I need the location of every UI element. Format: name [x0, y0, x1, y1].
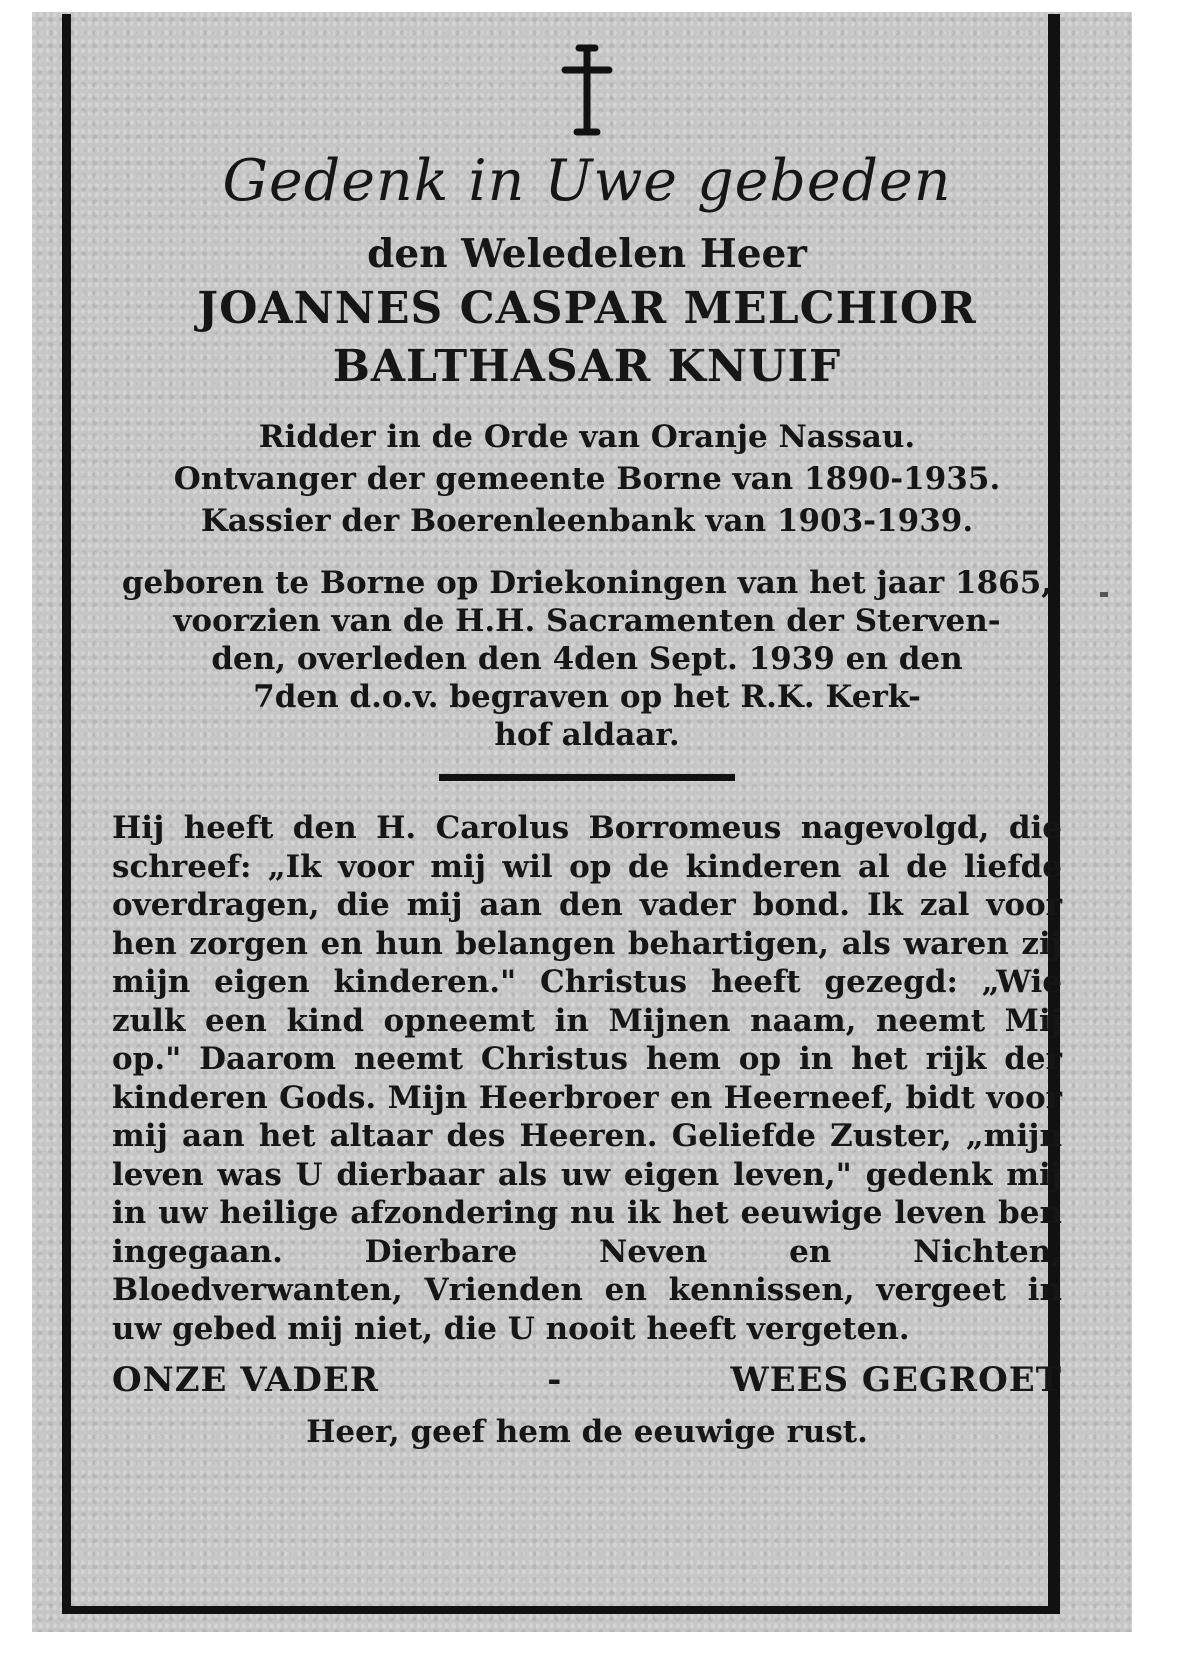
salutation: den Weledelen Heer: [367, 231, 807, 277]
biography-line: voorzien van de H.H. Sacramenten der Sterven-: [173, 603, 1001, 639]
memorial-text: Hij heeft den H. Carolus Borromeus nagevolgd, die schreef: „Ik voor mij wil op de kinderen al de liefde overdragen, die mij aan den vader bond. Ik zal voor hen zorgen en hun belangen behartigen, als waren zij mijn eigen kinderen." Christus heeft gezegd: „Wie zulk een kind opneemt in Mijnen naam, neemt Mij op." Daarom neemt Christus hem op in het rijk der kinderen Gods. Mijn Heerbroer en Heerneef, bidt voor mij aan het altaar des Heeren. Geliefde Zuster, „mijn leven was U dierbaar als uw eigen leven," gedenk mij in uw heilige afzondering nu ik het eeuwige leven ben ingegaan. Dierbare Neven en Nichten, Bloedverwanten, Vrienden en kennissen, vergeet in uw gebed mij niet, die U nooit heeft vergeten.: [112, 810, 1062, 1347]
honor-line: Ridder in de Orde van Oranje Nassau.: [258, 419, 916, 455]
heading: Gedenk in Uwe gebeden: [222, 148, 952, 214]
closing-prayer: Heer, geef hem de eeuwige rust.: [306, 1414, 868, 1450]
biography-line: geboren te Borne op Driekoningen van het jaar 1865,: [121, 565, 1053, 601]
card-content: [112, 40, 1062, 1456]
biography-line: den, overleden den 4den Sept. 1939 en den: [211, 641, 963, 677]
honor-line: Kassier der Boerenleenbank van 1903-1939.: [200, 503, 974, 539]
prayer-right: WEES GEGROET: [730, 1360, 1062, 1400]
honor-line: Ontvanger der gemeente Borne van 1890-1935.: [173, 461, 1001, 497]
prayer-separator: -: [547, 1360, 563, 1400]
biography-line: hof aldaar.: [494, 717, 680, 753]
deceased-name-line-2: BALTHASAR KNUIF: [332, 341, 842, 392]
deceased-name-line-1: JOANNES CASPAR MELCHIOR: [197, 283, 977, 334]
honors-block: [112, 416, 1062, 542]
biography-block: [112, 564, 1062, 754]
prayers-line: [112, 1356, 1062, 1404]
latin-cross-icon: [537, 40, 637, 140]
scan-mark: [1100, 592, 1108, 597]
divider-rule: [439, 774, 735, 781]
biography-line: 7den d.o.v. begraven op het R.K. Kerk-: [253, 679, 921, 715]
prayer-left: ONZE VADER: [112, 1360, 380, 1400]
